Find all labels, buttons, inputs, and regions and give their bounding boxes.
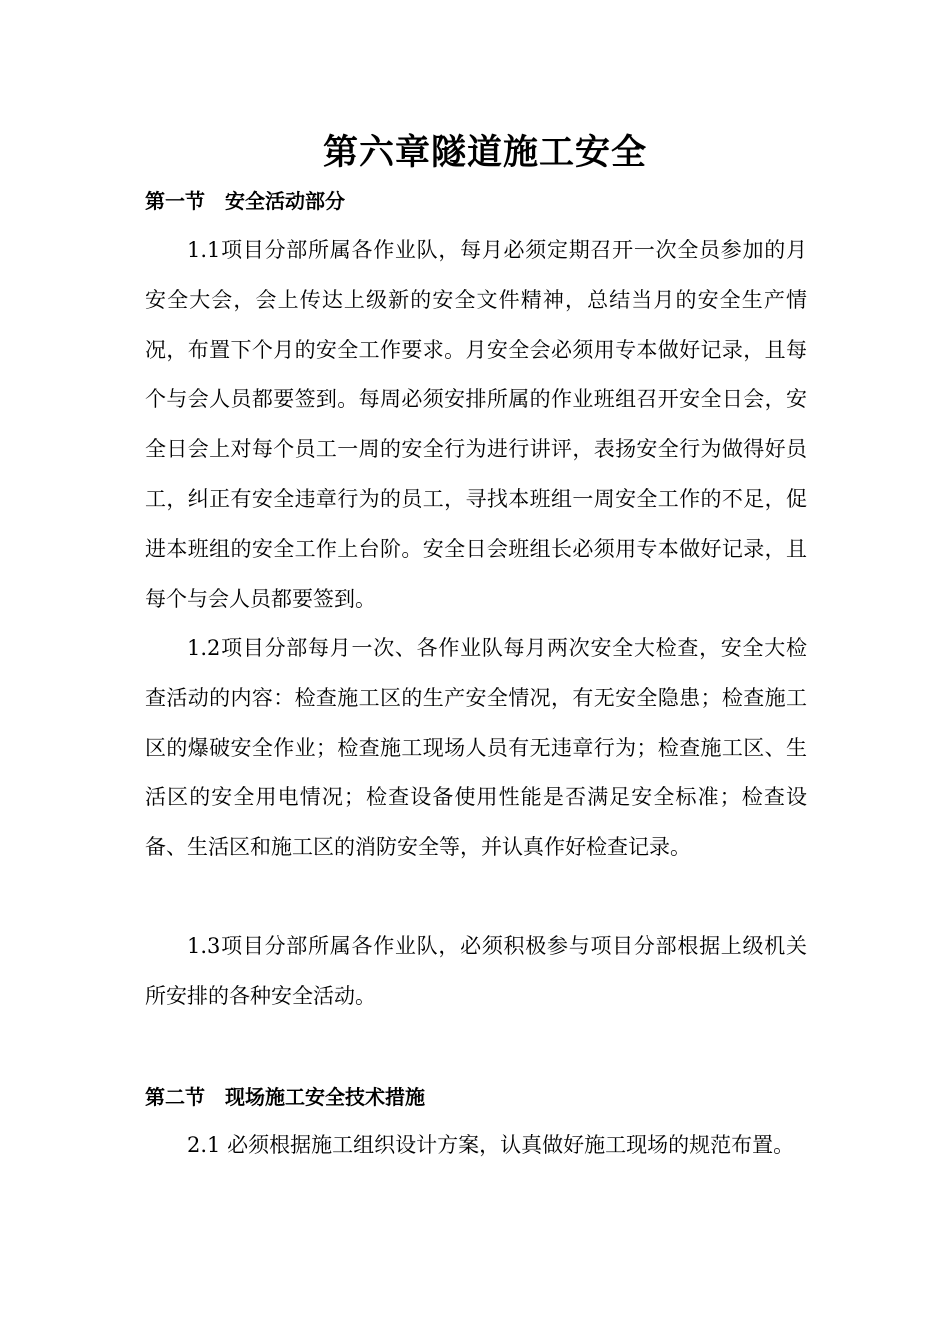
section-heading-2: 第二节 现场施工安全技术措施	[145, 1085, 425, 1109]
paragraph-1-3: 1.3项目分部所属各作业队，必须积极参与项目分部根据上级机关所安排的各种安全活动。	[145, 934, 807, 1008]
section-heading-1: 第一节 安全活动部分	[145, 189, 345, 213]
document-title: 第六章隧道施工安全	[322, 133, 647, 173]
paragraph-1-2: 1.2项目分部每月一次、各作业队每月两次安全大检查，安全大检查活动的内容：检查施工区的生产安全情况，有无安全隐患；检查施工区的爆破安全作业；检查施工现场人员有无违章行为；检查施工区、生活区的安全用电情况；检查设备使用性能是否满足安全标准；检查设备、生活区和施工区的消防安全等，并认真作好检查记录。	[145, 636, 807, 860]
paragraph-2-1: 2.1 必须根据施工组织设计方案，认真做好施工现场的规范布置。	[187, 1133, 795, 1157]
paragraph-1-1: 1.1项目分部所属各作业队，每月必须定期召开一次全员参加的月安全大会，会上传达上级新的安全文件精神，总结当月的安全生产情况，布置下个月的安全工作要求。月安全会必须用专本做好记录，且每个与会人员都要签到。每周必须安排所属的作业班组召开安全日会，安全日会上对每个员工一周的安全行为进行讲评，表扬安全行为做得好员工，纠正有安全违章行为的员工，寻找本班组一周安全工作的不足，促进本班组的安全工作上台阶。安全日会班组长必须用专本做好记录，且每个与会人员都要签到。	[145, 238, 807, 611]
